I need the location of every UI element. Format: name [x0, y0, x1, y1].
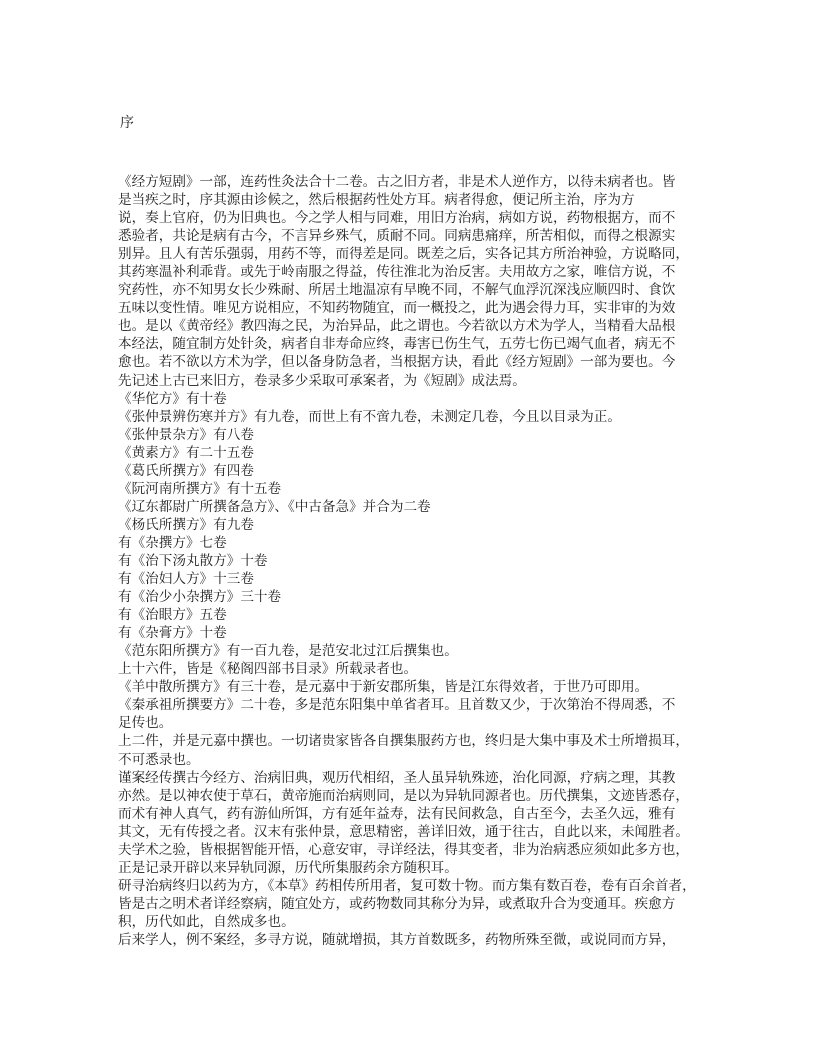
- text-line: 有《治少小杂撰方》三十卷: [118, 589, 282, 606]
- text-line: 《杨氏所撰方》有九卷: [118, 516, 254, 533]
- text-line: 有《杂膏方》十卷: [118, 625, 227, 642]
- text-line: 《黄素方》有二十五卷: [118, 444, 254, 461]
- text-line: 积，历代如此，自然成多也。: [118, 913, 295, 930]
- text-line: 《秦承祖所撰要方》二十卷，多是范东阳集中单省者耳。且首数又少，于次第治不得周悉，不: [118, 697, 676, 714]
- text-line: 《羊中散所撰方》有三十卷，是元嘉中于新安郡所集，皆是江东得效者，于世乃可即用。: [118, 679, 649, 696]
- text-line: 皆是古之明术者详经察病，随宜处方，或药物数同其称分为异，或煮取升合为变通耳。疾愈方: [118, 895, 676, 912]
- text-line: 是当疾之时，序其源由诊候之，然后根据药性处方耳。病者得愈，便记所主治，序为方: [118, 192, 635, 209]
- text-line: 《张仲景杂方》有八卷: [118, 426, 254, 443]
- text-line: 足传也。: [118, 715, 173, 732]
- document-body: [118, 173, 708, 949]
- text-line: 有《杂撰方》七卷: [118, 534, 227, 551]
- text-line: 夫学术之验，皆根据智能开悟，心意安审，寻详经法，得其变者，非为治病悉应须如此多方也，: [118, 841, 689, 858]
- text-line: 本经法，随宜制方处针灸，病者自非寿命应终，毒害已伤生气，五劳七伤已竭气血者，病无不: [118, 336, 676, 353]
- text-line: 先记述上古已来旧方，卷录多少采取可承案者，为《短剧》成法焉。: [118, 372, 526, 389]
- text-line: 《经方短剧》一部，连药性灸法合十二卷。古之旧方者，非是术人逆作方，以待未病者也。皆: [118, 174, 676, 190]
- text-line: 究药性，亦不知男女长少殊耐、所居土地温凉有早晚不同，不解气血浮沉深浅应顺四时、食饮: [118, 282, 676, 299]
- text-line: 其药寒温补利乖背。或先于岭南服之得益，传往淮北为治反害。夫用故方之家，唯信方说，不: [118, 264, 676, 281]
- text-line: 悉验者，共论是病有古今，不言异乡殊气，质耐不同。同病患痛痒，所苦相似，而得之根源实: [118, 228, 676, 245]
- text-line: 而术有神人真气，药有游仙所饵，方有延年益寿，法有民间救急，自古至今，去圣久远，雅有: [118, 805, 676, 822]
- text-line: 也。是以《黄帝经》教四海之民，为治异品，此之谓也。今若欲以方术为学人，当精看大品根: [118, 318, 676, 335]
- text-line: 其文，无有传授之者。汉末有张仲景，意思精密，善详旧效，通于往古，自此以来，未闻胜者。: [118, 823, 689, 840]
- text-line: 研寻治病终归以药为方，《本草》药相传所用者，复可数十物。而方集有数百卷，卷有百余首者，: [118, 877, 696, 894]
- text-line: 上二件，并是元嘉中撰也。一切诸贵家皆各自撰集服药方也，终归是大集中事及术士所增损耳，: [118, 733, 689, 750]
- text-line: 不可悉录也。: [118, 751, 200, 768]
- text-line: 愈也。若不欲以方术为学，但以备身防急者，当根据方诀，看此《经方短剧》一部为要也。今: [118, 354, 676, 371]
- text-line: 有《治眼方》五卷: [118, 607, 227, 624]
- text-line: 《范东阳所撰方》有一百九卷，是范安北过江后撰集也。: [118, 643, 458, 660]
- text-line: 别异。且人有苦乐强弱，用药不等，而得差是同。既差之后，实各记其方所治神验，方说略同，: [118, 246, 689, 263]
- text-line: 《张仲景辨伤寒并方》有九卷，而世上有不啻九卷，未测定几卷，今且以目录为正。: [118, 408, 621, 425]
- text-line: 谨案经传撰古今经方、治病旧典，观历代相绍，圣人虽异轨殊迹，治化同源，疗病之理，其教: [118, 769, 676, 786]
- text-line: 《葛氏所撰方》有四卷: [118, 462, 254, 479]
- text-line: 上十六件，皆是《秘阁四部书目录》所载录者也。: [118, 661, 418, 678]
- text-line: 后来学人，例不案经，多寻方说，随就增损，其方首数既多，药物所殊至微，或说同而方异，: [118, 931, 676, 948]
- text-line: 五味以变性情。唯见方说相应，不知药物随宜，而一概投之，此为遇会得力耳，实非审的为效: [118, 300, 676, 317]
- text-line: 《辽东都尉广所撰备急方》、《中古备急》并合为二卷: [118, 498, 431, 515]
- text-line: 有《治下汤丸散方》十卷: [118, 552, 268, 569]
- text-line: 说，奏上官府，仍为旧典也。今之学人相与同难，用旧方治病，病如方说，药物根据方，而不: [118, 210, 676, 227]
- text-line: 有《治妇人方》十三卷: [118, 571, 254, 588]
- text-line: 正是记录开辟以来异轨同源，历代所集服药余方随积耳。: [118, 859, 458, 876]
- text-line: 《阮河南所撰方》有十五卷: [118, 480, 282, 497]
- text-line: 亦然。是以神农使于草石，黄帝施而治病则同，是以为异轨同源者也。历代撰集，文迹皆悉存，: [118, 787, 689, 804]
- page-title: 序: [120, 115, 134, 131]
- text-line: 《华佗方》有十卷: [118, 390, 227, 407]
